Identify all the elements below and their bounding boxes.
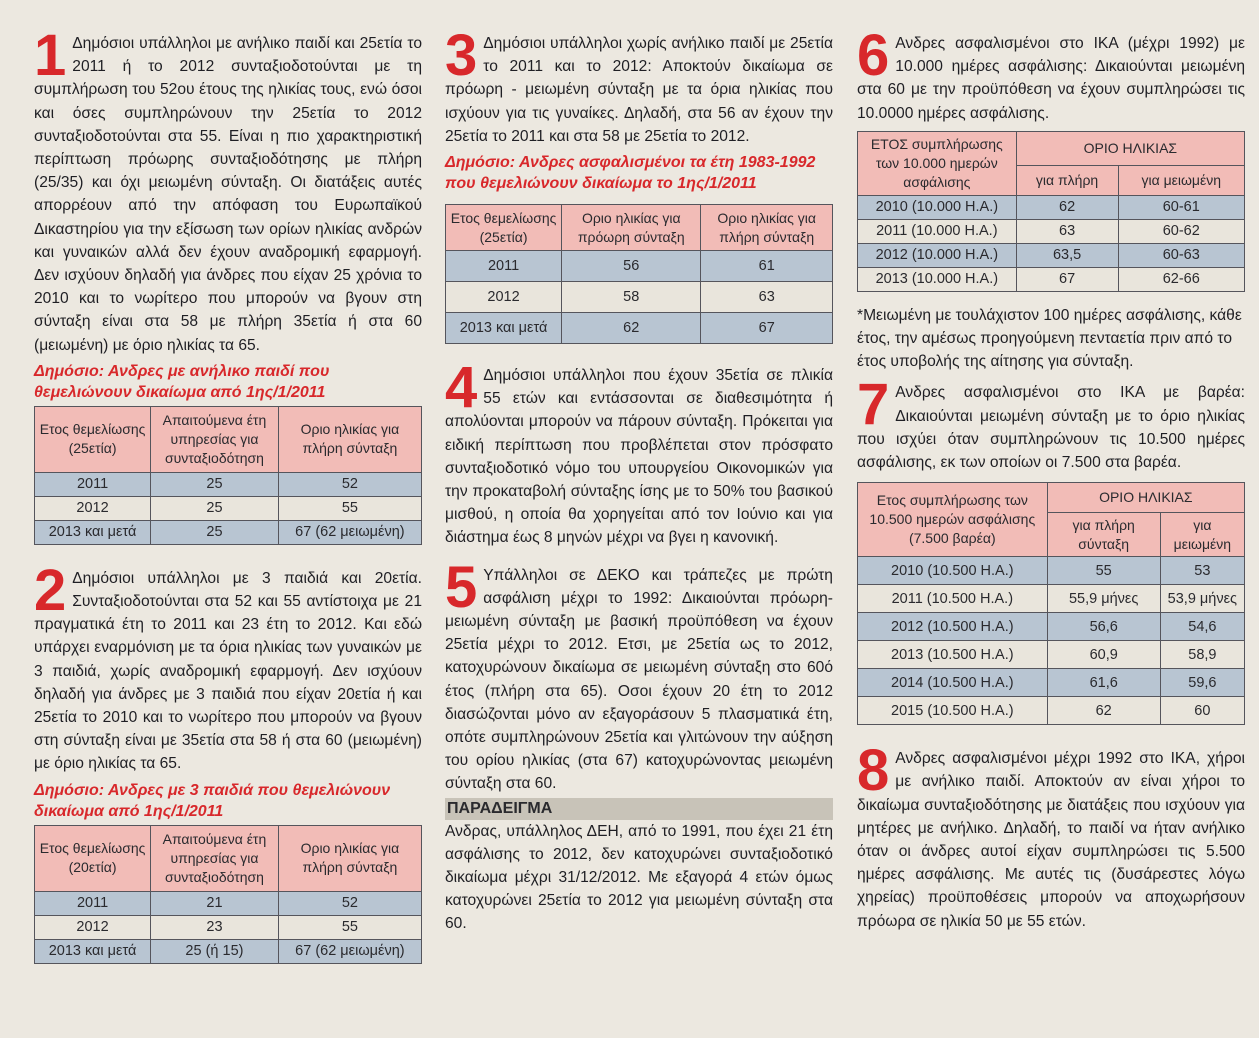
table-row: 2013 και μετά 25 (ή 15) 67 (62 μειωμένη) xyxy=(35,939,422,963)
example-text: Ανδρας, υπάλληλος ΔΕΗ, από το 1991, που έχει 21 έτη ασφάλισης το 2012, δεν κατοχυρώνει συνταξιοδοτικό δικαίωμα μέχρι 31/12/2012. Με εξαγορά 4 ετών όμως κατοχυρώνει 25ετία το 2012 για μειωμένη σύνταξη στα 60. xyxy=(445,822,833,933)
section-6-footnote: *Μειωμένη με τουλάχιστον 100 ημέρες ασφάλισης, κάθε έτος, την αμέσως προηγούμενη πενταετία πριν από το έτος υποβολής της αίτησης για σύνταξη. xyxy=(857,306,1242,371)
section-6-table: ΕΤΟΣ συμπλήρωσης των 10.000 ημερών ασφάλισης ΟΡΙΟ ΗΛΙΚΙΑΣ για πλήρη για μειωμένη 2010 (10.000 Η.Α.) 62 60-61 2011 (10.000 Η.Α.) 63 60-62 2012 (10.000 Η.Α.) 63,5 60-63 2013 (10.000 Η.Α.) 67 62-66 xyxy=(857,131,1245,292)
table-row: 2014 (10.500 Η.Α.) 61,6 59,6 xyxy=(858,669,1245,697)
section-1 xyxy=(34,23,422,545)
section-5-text: 5 Υπάλληλοι σε ΔΕΚΟ και τράπεζες με πρώτη ασφάλιση μέχρι το 1992: Δικαιούνται πρόωρη-μειωμένη σύνταξη με βασική προϋπόθεση να έχουν 25ετία μέχρι το 2012. Ετσι, με 25ετία ως το 2012, κατοχυρώνουν δικαίωμα σε μειωμένη σύνταξη στο 60ό έτος (πλήρη στα 65). Οσοι έχουν 20 έτη το 2012 διασώζονται μόνο αν εξαγοράσουν 5 πλασματικά έτη, οπότε συμπληρώνουν 25ετία και γλιτώνουν την αύξηση του ορίου ηλικίας (στα 67) κατοχυρώνοντας μειωμένη σύνταξη στα 60. xyxy=(445,554,833,793)
table-row: 2011 21 52 xyxy=(35,891,422,915)
section-3 xyxy=(445,23,833,344)
table-row: 2011 25 52 xyxy=(35,472,422,496)
example-heading: ΠΑΡΑΔΕΙΓΜΑ xyxy=(445,798,833,820)
column-3 xyxy=(857,0,1245,933)
column-1 xyxy=(34,0,422,964)
section-5-number: 5 xyxy=(445,554,478,620)
table-row: 2013 (10.500 Η.Α.) 60,9 58,9 xyxy=(858,641,1245,669)
table-row: 2015 (10.500 Η.Α.) 62 60 xyxy=(858,697,1245,725)
section-1-table: Ετος θεμελίωσης (25ετία) Απαιτούμενα έτη υπηρεσίας για συνταξιοδότηση Οριο ηλικίας για πλήρη σύνταξη 2011 25 52 2012 25 55 2013 και μετά 25 67 (62 μειωμένη) xyxy=(34,406,422,545)
section-3-text: 3 Δημόσιοι υπάλληλοι χωρίς ανήλικο παιδί με 25ετία το 2011 και το 2012: Αποκτούν δικαίωμα σε πρόωρη - μειωμένη σύνταξη με τα όρια ηλικίας που ισχύουν για τις γυναίκες. Δηλαδή, στα 56 αν έχουν την 25ετία το 2011 και στα 58 με 25ετία το 2012. xyxy=(445,23,833,145)
table-row: 2011 (10.500 Η.Α.) 55,9 μήνες 53,9 μήνες xyxy=(858,585,1245,613)
section-2-number: 2 xyxy=(34,557,67,623)
table-row: 2012 25 55 xyxy=(35,496,422,520)
table-row: 2012 23 55 xyxy=(35,915,422,939)
section-7-table: Ετος συμπλήρωσης των 10.500 ημερών ασφάλισης (7.500 βαρέα) ΟΡΙΟ ΗΛΙΚΙΑΣ για πλήρη σύνταξη για μειωμένη 2010 (10.500 Η.Α.) 55 53 2011 (10.500 Η.Α.) 55,9 μήνες 53,9 μήνες 2012 (10.500 Η.Α.) 56,6 54,6 2013 (10.500 Η.Α.) 60,9 58,9 2014 (10.500 Η.Α.) 61,6 59,6 2015 (10.500 Η.Α.) 62 60 xyxy=(857,482,1245,725)
table-row: 2012 58 63 xyxy=(446,282,833,313)
section-8 xyxy=(857,738,1245,933)
section-2-table-heading: Δημόσιο: Ανδρες με 3 παιδιά που θεμελιώνουν δικαίωμα από 1ης/1/2011 xyxy=(34,781,391,820)
section-3-table-heading: Δημόσιο: Ανδρες ασφαλισμένοι τα έτη 1983-1992 που θεμελιώνουν δικαίωμα το 1ης/1/2011 xyxy=(445,154,816,193)
table-row: 2011 (10.000 Η.Α.) 63 60-62 xyxy=(858,219,1245,243)
table-row: 2012 (10.000 Η.Α.) 63,5 60-63 xyxy=(858,243,1245,267)
section-5 xyxy=(445,554,833,936)
section-8-text: 8 Ανδρες ασφαλισμένοι μέχρι 1992 στο ΙΚΑ, χήροι με ανήλικο παιδί. Αποκτούν αν είναι χήροι το δικαίωμα συνταξιοδότησης με διατάξεις που ισχύουν για μητέρες με ανήλικο. Δηλαδή, το παιδί να ήταν ανήλικο όταν οι άνδρες αυτοί είχαν συμπληρώσει τις 5.500 ημέρες ασφάλισης. Με αυτές τις (δυσάρεστες λόγω χηρείας) προϋποθέσεις μπορούν να αποχωρήσουν πρόωρα σε ηλικία 50 με 55 ετών. xyxy=(857,738,1245,930)
table-row: 2011 56 61 xyxy=(446,251,833,282)
column-2 xyxy=(445,0,833,936)
section-4-number: 4 xyxy=(445,355,478,421)
section-2-text: 2 Δημόσιοι υπάλληλοι με 3 παιδιά και 20ετία. Συνταξιοδοτούνται στα 52 και 55 αντίστοιχα με 21 πραγματικά έτη το 2011 και 23 έτη το 2012. Και εδώ υπάρχει εναρμόνιση με τα όρια ηλικίας των γυναικών με 3 παιδιά, χωρίς αναδρομική εφαρμογή. Δεν ισχύουν δηλαδή για άνδρες με 3 παιδιά που είχαν 20ετία ή και 25ετία το 2010 και το νωρίτερο που μπορούν να βγουν στη σύνταξη είναι με 35ετία στα 58 ή στα 60 (μειωμένη) με όριο ηλικίας τα 65. xyxy=(34,557,422,773)
section-6 xyxy=(857,23,1245,373)
section-1-table-heading: Δημόσιο: Ανδρες με ανήλικο παιδί που θεμελιώνουν δικαίωμα από 1ης/1/2011 xyxy=(34,362,330,401)
section-3-number: 3 xyxy=(445,23,478,88)
table-row: 2010 (10.000 Η.Α.) 62 60-61 xyxy=(858,195,1245,219)
table-row: 2013 (10.000 Η.Α.) 67 62-66 xyxy=(858,267,1245,291)
section-3-table: Ετος θεμελίωσης (25ετία) Οριο ηλικίας για πρόωρη σύνταξη Οριο ηλικίας για πλήρη σύνταξη 2011 56 61 2012 58 63 2013 και μετά 62 67 xyxy=(445,204,833,344)
section-6-text: 6 Ανδρες ασφαλισμένοι στο ΙΚΑ (μέχρι 1992) με 10.000 ημέρες ασφάλισης: Δικαιούνται μειωμένη στα 60 με την προϋπόθεση να έχουν συμπληρώσει τις 10.0000 ημέρες ασφάλισης. xyxy=(857,23,1245,122)
section-4-text: 4 Δημόσιοι υπάλληλοι που έχουν 35ετία σε πλικία 55 ετών και εντάσσονται σε διαθεσιμότητα ή απολύονται μπορούν να πάρουν σύνταξη. Πρόκειται για ειδική περίπτωση που προβλέπεται στον πρόσφατο συνταξιοδοτικό νόμο του υπουργείου Οικονομικών για την προκαταβολή σύνταξης ίσης με το 50% του βασικού μισθού, η οποία θα χορηγείται από τον Ιούνιο και για διάστημα έως 8 μηνών μέχρι να βγει η κανονική. xyxy=(445,355,833,547)
section-1-number: 1 xyxy=(34,23,67,88)
section-1-text: 1 Δημόσιοι υπάλληλοι με ανήλικο παιδί και 25ετία το 2011 ή το 2012 συνταξιοδοτούνται με τη συμπλήρωση του 52ου έτους της ηλικίας τους, ενώ όσοι και όσες συμπληρώνουν την 25ετία το 2012 συνταξιοδοτούνται στα 55. Είναι η πιο χαρακτηριστική περίπτωση πρόωρης συνταξιοδότησης με πλήρη (25/35) και όχι μειωμένη σύνταξη. Οι διατάξεις αυτές απορρέουν από την απόφαση του Ευρωπαϊκού Δικαστηρίου για την εξίσωση των ορίων ηλικίας ανδρών και γυναικών αλλά δεν έχουν αναδρομική εφαρμογή. Δεν ισχύουν δηλαδή για άνδρες που είχαν 25 χρόνια το 2010 και το νωρίτερο που μπορούν να βγουν στη σύνταξη είναι στα 58 με πλήρη 35ετία ή στα 60 (μειωμένη) με όριο ηλικίας τα 65. xyxy=(34,23,422,354)
section-7 xyxy=(857,372,1245,725)
section-2-table: Ετος θεμελίωσης (20ετία) Απαιτούμενα έτη υπηρεσίας για συνταξιοδότηση Οριο ηλικίας για πλήρη σύνταξη 2011 21 52 2012 23 55 2013 και μετά 25 (ή 15) 67 (62 μειωμένη) xyxy=(34,825,422,964)
section-8-number: 8 xyxy=(857,738,890,804)
section-2 xyxy=(34,557,422,964)
section-6-number: 6 xyxy=(857,23,890,88)
table-row: 2010 (10.500 Η.Α.) 55 53 xyxy=(858,557,1245,585)
table-row: 2012 (10.500 Η.Α.) 56,6 54,6 xyxy=(858,613,1245,641)
table-row: 2013 και μετά 62 67 xyxy=(446,313,833,344)
section-4 xyxy=(445,355,833,550)
section-7-text: 7 Ανδρες ασφαλισμένοι στο ΙΚΑ με βαρέα: Δικαιούνται μειωμένη σύνταξη με το όριο ηλικίας που ισχύει όταν συμπληρώνουν τις 10.500 ημέρες ασφάλισης, εκ των οποίων οι 7.500 στα βαρέα. xyxy=(857,372,1245,472)
section-7-number: 7 xyxy=(857,372,890,438)
table-row: 2013 και μετά 25 67 (62 μειωμένη) xyxy=(35,520,422,544)
